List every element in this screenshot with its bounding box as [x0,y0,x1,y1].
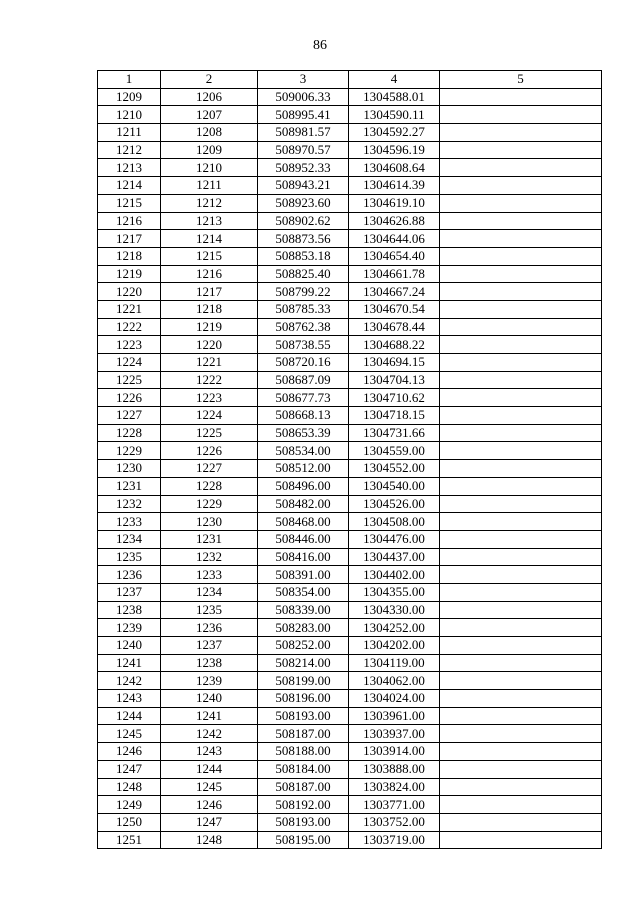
cell-y-coordinate: 1304619.10 [349,194,440,212]
table-row [98,283,602,301]
cell-y-coordinate: 1304355.00 [349,583,440,601]
column-header-2: 2 [161,71,258,89]
table-row [98,707,602,725]
cell-x-coordinate: 508720.16 [258,354,349,372]
cell-x-coordinate: 508981.57 [258,124,349,142]
cell-point-number: 1212 [98,141,161,159]
cell-point-number: 1236 [98,566,161,584]
cell-previous-number: 1240 [161,690,258,708]
cell-note [440,672,602,690]
cell-previous-number: 1211 [161,177,258,195]
cell-x-coordinate: 508196.00 [258,690,349,708]
cell-point-number: 1221 [98,300,161,318]
table-row [98,177,602,195]
cell-x-coordinate: 508668.13 [258,407,349,425]
cell-y-coordinate: 1303719.00 [349,831,440,849]
table-row [98,124,602,142]
cell-point-number: 1232 [98,495,161,513]
cell-y-coordinate: 1304614.39 [349,177,440,195]
cell-note [440,141,602,159]
cell-note [440,583,602,601]
cell-previous-number: 1227 [161,460,258,478]
table-row [98,460,602,478]
cell-y-coordinate: 1304718.15 [349,407,440,425]
cell-point-number: 1242 [98,672,161,690]
cell-previous-number: 1223 [161,389,258,407]
cell-note [440,336,602,354]
cell-previous-number: 1207 [161,106,258,124]
cell-y-coordinate: 1304608.64 [349,159,440,177]
cell-previous-number: 1229 [161,495,258,513]
table-row [98,389,602,407]
cell-x-coordinate: 508391.00 [258,566,349,584]
cell-previous-number: 1222 [161,371,258,389]
table-row [98,831,602,849]
table-row [98,477,602,495]
table-row [98,336,602,354]
header-row [98,71,602,89]
table-header [98,71,602,89]
cell-note [440,424,602,442]
table-row [98,690,602,708]
table-body [98,88,602,849]
cell-y-coordinate: 1304654.40 [349,247,440,265]
cell-x-coordinate: 508653.39 [258,424,349,442]
coordinates-table [97,70,602,849]
cell-previous-number: 1212 [161,194,258,212]
cell-x-coordinate: 508943.21 [258,177,349,195]
table-row [98,371,602,389]
cell-previous-number: 1247 [161,813,258,831]
cell-previous-number: 1214 [161,230,258,248]
cell-previous-number: 1232 [161,548,258,566]
cell-point-number: 1219 [98,265,161,283]
cell-previous-number: 1230 [161,513,258,531]
cell-x-coordinate: 508193.00 [258,813,349,831]
cell-point-number: 1246 [98,743,161,761]
cell-x-coordinate: 508902.62 [258,212,349,230]
cell-previous-number: 1228 [161,477,258,495]
cell-y-coordinate: 1304644.06 [349,230,440,248]
table-row [98,672,602,690]
cell-x-coordinate: 508187.00 [258,725,349,743]
table-row [98,424,602,442]
table-row [98,566,602,584]
table-row [98,230,602,248]
cell-note [440,212,602,230]
cell-previous-number: 1215 [161,247,258,265]
cell-previous-number: 1246 [161,796,258,814]
cell-y-coordinate: 1304661.78 [349,265,440,283]
cell-note [440,513,602,531]
cell-y-coordinate: 1304694.15 [349,354,440,372]
cell-x-coordinate: 508687.09 [258,371,349,389]
cell-point-number: 1249 [98,796,161,814]
cell-x-coordinate: 508970.57 [258,141,349,159]
cell-note [440,637,602,655]
table-row [98,88,602,106]
cell-previous-number: 1216 [161,265,258,283]
cell-y-coordinate: 1304552.00 [349,460,440,478]
cell-point-number: 1209 [98,88,161,106]
cell-point-number: 1213 [98,159,161,177]
cell-previous-number: 1208 [161,124,258,142]
cell-y-coordinate: 1303914.00 [349,743,440,761]
cell-previous-number: 1248 [161,831,258,849]
cell-point-number: 1247 [98,760,161,778]
table-row [98,796,602,814]
cell-y-coordinate: 1303824.00 [349,778,440,796]
cell-note [440,566,602,584]
cell-previous-number: 1217 [161,283,258,301]
cell-previous-number: 1206 [161,88,258,106]
cell-y-coordinate: 1304596.19 [349,141,440,159]
cell-note [440,106,602,124]
table-row [98,513,602,531]
table-row [98,194,602,212]
cell-point-number: 1228 [98,424,161,442]
cell-point-number: 1216 [98,212,161,230]
cell-previous-number: 1241 [161,707,258,725]
cell-y-coordinate: 1304402.00 [349,566,440,584]
cell-note [440,690,602,708]
cell-x-coordinate: 508468.00 [258,513,349,531]
table-row [98,159,602,177]
cell-point-number: 1211 [98,124,161,142]
cell-y-coordinate: 1303937.00 [349,725,440,743]
cell-note [440,743,602,761]
cell-point-number: 1220 [98,283,161,301]
cell-point-number: 1240 [98,637,161,655]
cell-y-coordinate: 1304592.27 [349,124,440,142]
cell-x-coordinate: 508738.55 [258,336,349,354]
cell-x-coordinate: 509006.33 [258,88,349,106]
cell-note [440,300,602,318]
table-row [98,265,602,283]
cell-previous-number: 1245 [161,778,258,796]
cell-point-number: 1250 [98,813,161,831]
cell-point-number: 1239 [98,619,161,637]
cell-y-coordinate: 1304062.00 [349,672,440,690]
cell-previous-number: 1236 [161,619,258,637]
cell-note [440,477,602,495]
cell-point-number: 1230 [98,460,161,478]
table-row [98,743,602,761]
cell-point-number: 1235 [98,548,161,566]
cell-x-coordinate: 508354.00 [258,583,349,601]
cell-note [440,796,602,814]
cell-note [440,495,602,513]
cell-previous-number: 1234 [161,583,258,601]
cell-x-coordinate: 508512.00 [258,460,349,478]
cell-note [440,460,602,478]
cell-note [440,354,602,372]
cell-x-coordinate: 508799.22 [258,283,349,301]
cell-y-coordinate: 1304731.66 [349,424,440,442]
cell-point-number: 1241 [98,654,161,672]
cell-note [440,283,602,301]
cell-note [440,88,602,106]
cell-note [440,530,602,548]
cell-previous-number: 1224 [161,407,258,425]
cell-y-coordinate: 1304252.00 [349,619,440,637]
table-row [98,247,602,265]
cell-previous-number: 1225 [161,424,258,442]
table-row [98,212,602,230]
cell-x-coordinate: 508214.00 [258,654,349,672]
cell-y-coordinate: 1304588.01 [349,88,440,106]
cell-point-number: 1251 [98,831,161,849]
cell-point-number: 1243 [98,690,161,708]
cell-note [440,760,602,778]
cell-point-number: 1210 [98,106,161,124]
cell-point-number: 1218 [98,247,161,265]
cell-note [440,619,602,637]
cell-x-coordinate: 508853.18 [258,247,349,265]
cell-y-coordinate: 1304476.00 [349,530,440,548]
cell-y-coordinate: 1304710.62 [349,389,440,407]
cell-y-coordinate: 1303961.00 [349,707,440,725]
cell-point-number: 1231 [98,477,161,495]
cell-point-number: 1214 [98,177,161,195]
cell-y-coordinate: 1303752.00 [349,813,440,831]
cell-previous-number: 1221 [161,354,258,372]
cell-x-coordinate: 508184.00 [258,760,349,778]
cell-note [440,831,602,849]
cell-point-number: 1227 [98,407,161,425]
table-row [98,141,602,159]
table-row [98,619,602,637]
cell-x-coordinate: 508995.41 [258,106,349,124]
cell-previous-number: 1244 [161,760,258,778]
cell-previous-number: 1237 [161,637,258,655]
table-row [98,813,602,831]
cell-point-number: 1233 [98,513,161,531]
table-row [98,654,602,672]
table-row [98,300,602,318]
cell-point-number: 1224 [98,354,161,372]
cell-point-number: 1245 [98,725,161,743]
table-row [98,637,602,655]
cell-note [440,389,602,407]
cell-x-coordinate: 508283.00 [258,619,349,637]
cell-point-number: 1223 [98,336,161,354]
cell-point-number: 1225 [98,371,161,389]
cell-point-number: 1226 [98,389,161,407]
cell-x-coordinate: 508496.00 [258,477,349,495]
cell-y-coordinate: 1304526.00 [349,495,440,513]
table-row [98,495,602,513]
cell-previous-number: 1219 [161,318,258,336]
cell-x-coordinate: 508195.00 [258,831,349,849]
cell-note [440,813,602,831]
cell-point-number: 1234 [98,530,161,548]
table-row [98,407,602,425]
cell-x-coordinate: 508446.00 [258,530,349,548]
cell-x-coordinate: 508785.33 [258,300,349,318]
cell-note [440,124,602,142]
cell-note [440,548,602,566]
table-row [98,583,602,601]
cell-previous-number: 1220 [161,336,258,354]
cell-x-coordinate: 508252.00 [258,637,349,655]
cell-y-coordinate: 1304119.00 [349,654,440,672]
cell-x-coordinate: 508193.00 [258,707,349,725]
cell-x-coordinate: 508825.40 [258,265,349,283]
cell-previous-number: 1231 [161,530,258,548]
cell-point-number: 1215 [98,194,161,212]
cell-y-coordinate: 1304330.00 [349,601,440,619]
cell-x-coordinate: 508534.00 [258,442,349,460]
cell-point-number: 1244 [98,707,161,725]
cell-y-coordinate: 1303771.00 [349,796,440,814]
cell-previous-number: 1209 [161,141,258,159]
cell-note [440,159,602,177]
cell-point-number: 1238 [98,601,161,619]
cell-previous-number: 1210 [161,159,258,177]
cell-y-coordinate: 1304704.13 [349,371,440,389]
table-row [98,106,602,124]
cell-x-coordinate: 508677.73 [258,389,349,407]
table-row [98,778,602,796]
column-header-3: 3 [258,71,349,89]
cell-y-coordinate: 1304437.00 [349,548,440,566]
cell-x-coordinate: 508762.38 [258,318,349,336]
cell-note [440,265,602,283]
cell-note [440,177,602,195]
cell-point-number: 1217 [98,230,161,248]
column-header-5: 5 [440,71,602,89]
cell-note [440,371,602,389]
cell-y-coordinate: 1304202.00 [349,637,440,655]
cell-x-coordinate: 508482.00 [258,495,349,513]
cell-y-coordinate: 1304024.00 [349,690,440,708]
cell-point-number: 1222 [98,318,161,336]
table-row [98,548,602,566]
cell-previous-number: 1213 [161,212,258,230]
page-number: 86 [313,38,327,53]
cell-note [440,654,602,672]
cell-x-coordinate: 508187.00 [258,778,349,796]
column-header-4: 4 [349,71,440,89]
cell-note [440,194,602,212]
cell-y-coordinate: 1304540.00 [349,477,440,495]
cell-point-number: 1237 [98,583,161,601]
table-row [98,725,602,743]
cell-previous-number: 1218 [161,300,258,318]
cell-previous-number: 1243 [161,743,258,761]
cell-y-coordinate: 1304508.00 [349,513,440,531]
cell-previous-number: 1238 [161,654,258,672]
table-row [98,318,602,336]
cell-y-coordinate: 1304590.11 [349,106,440,124]
cell-x-coordinate: 508873.56 [258,230,349,248]
cell-x-coordinate: 508199.00 [258,672,349,690]
table-row [98,760,602,778]
cell-y-coordinate: 1304626.88 [349,212,440,230]
cell-previous-number: 1226 [161,442,258,460]
cell-y-coordinate: 1304559.00 [349,442,440,460]
cell-note [440,247,602,265]
table-row [98,601,602,619]
cell-x-coordinate: 508188.00 [258,743,349,761]
cell-note [440,407,602,425]
cell-previous-number: 1235 [161,601,258,619]
cell-note [440,778,602,796]
cell-x-coordinate: 508339.00 [258,601,349,619]
cell-note [440,707,602,725]
column-header-1: 1 [98,71,161,89]
cell-x-coordinate: 508923.60 [258,194,349,212]
cell-y-coordinate: 1304678.44 [349,318,440,336]
cell-x-coordinate: 508952.33 [258,159,349,177]
table-row [98,442,602,460]
cell-y-coordinate: 1304688.22 [349,336,440,354]
cell-x-coordinate: 508416.00 [258,548,349,566]
cell-point-number: 1229 [98,442,161,460]
cell-previous-number: 1233 [161,566,258,584]
cell-x-coordinate: 508192.00 [258,796,349,814]
cell-y-coordinate: 1304670.54 [349,300,440,318]
cell-note [440,442,602,460]
cell-note [440,318,602,336]
cell-previous-number: 1242 [161,725,258,743]
cell-y-coordinate: 1303888.00 [349,760,440,778]
table-row [98,354,602,372]
table-row [98,530,602,548]
cell-y-coordinate: 1304667.24 [349,283,440,301]
cell-note [440,601,602,619]
cell-note [440,725,602,743]
cell-previous-number: 1239 [161,672,258,690]
cell-point-number: 1248 [98,778,161,796]
cell-note [440,230,602,248]
